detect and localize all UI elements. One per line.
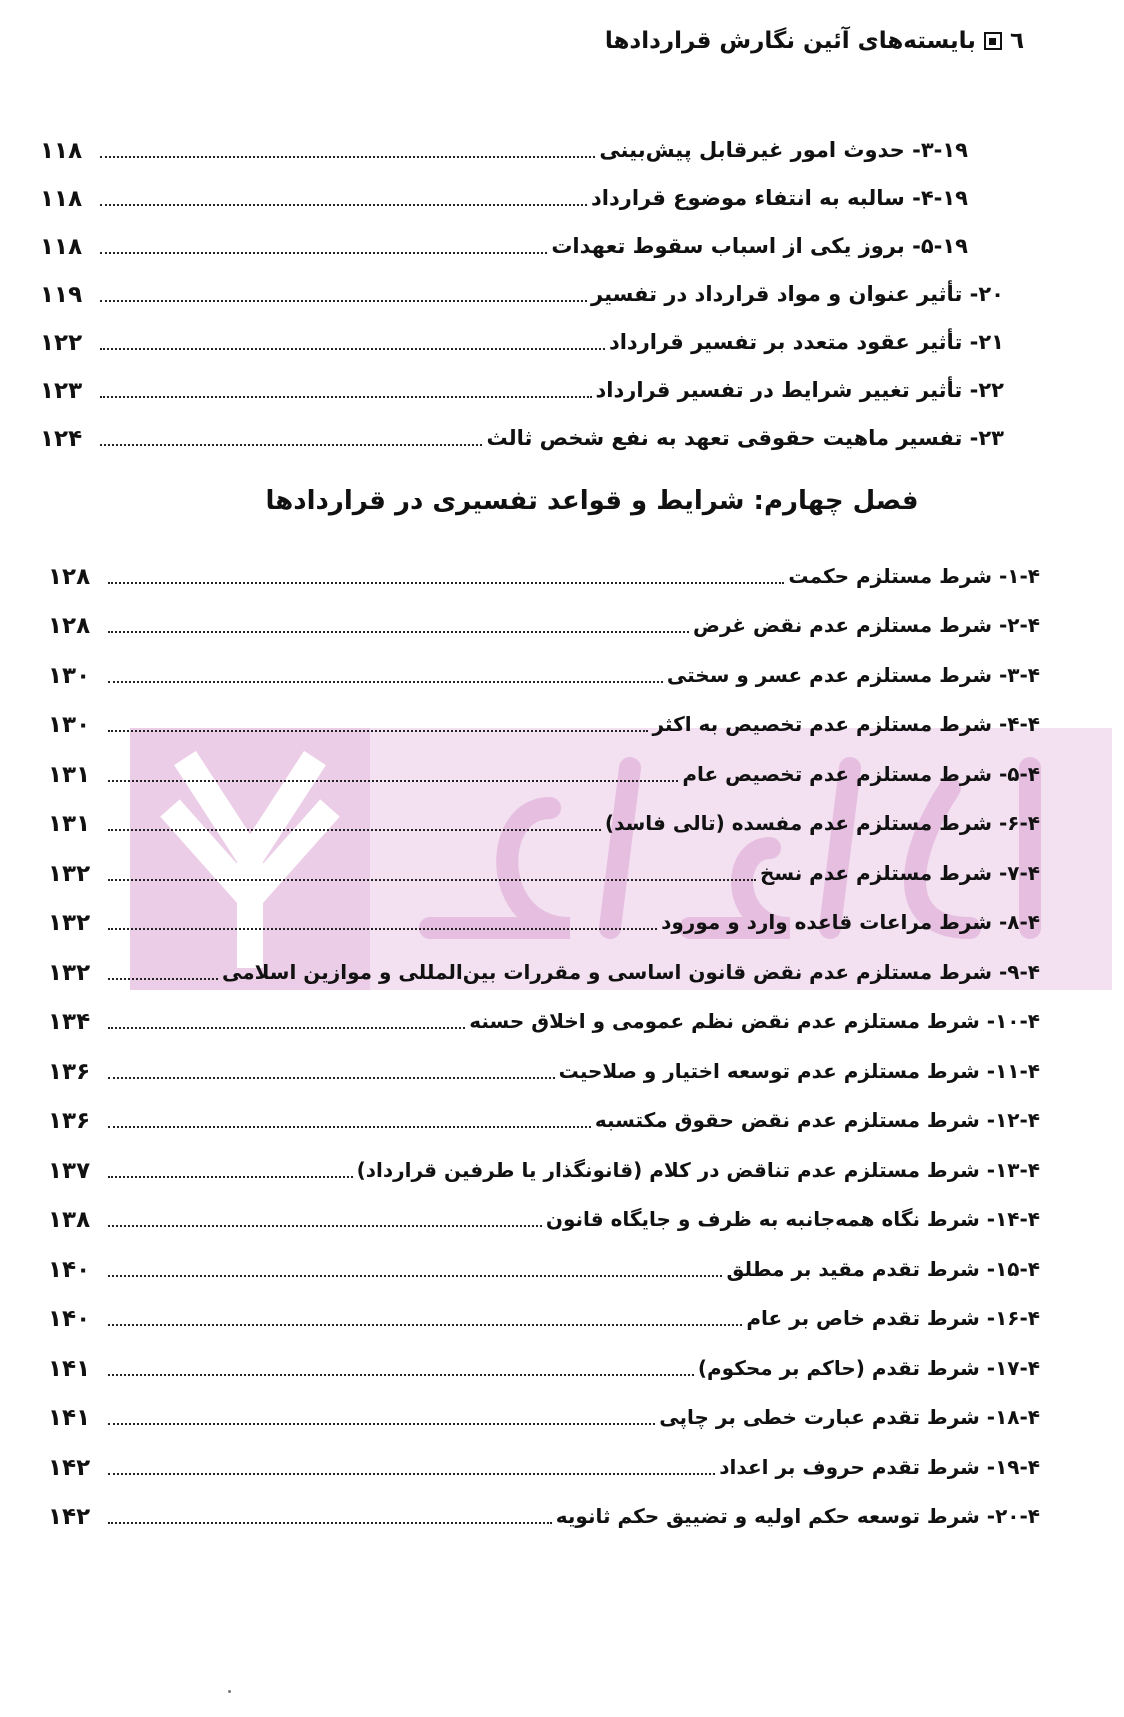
toc-entry-title: ۲۰- تأثیر عنوان و مواد قرارداد در تفسیر <box>591 281 1004 306</box>
toc-entry-page: ۱۱۹ <box>40 282 83 308</box>
dot-leader <box>108 631 689 633</box>
scan-speck <box>228 1690 231 1693</box>
dot-leader <box>100 444 482 446</box>
toc-entry[interactable] <box>48 1283 1040 1333</box>
dot-leader <box>108 1027 465 1029</box>
toc-entry-page: ۱۴۲ <box>48 1504 91 1530</box>
toc-entry-page: ۱۴۲ <box>48 1454 91 1481</box>
dot-leader <box>108 730 648 732</box>
dot-leader <box>108 1522 552 1524</box>
toc-entry-page: ۱۲۴ <box>40 426 83 452</box>
dot-leader <box>108 1473 715 1475</box>
toc-entry-title: ۱۰-۴- شرط مستلزم عدم نقض نظم عمومی و اخلاق حسنه <box>469 1009 1040 1033</box>
toc-entry[interactable] <box>48 639 1040 689</box>
toc-entry-title: ۲-۴- شرط مستلزم عدم نقض غرض <box>693 613 1040 637</box>
toc-entry-page: ۱۴۱ <box>48 1405 91 1431</box>
toc-entry[interactable] <box>48 887 1040 937</box>
dot-leader <box>108 928 657 930</box>
dot-leader <box>108 829 601 831</box>
toc-entry-title: ۴-۱۹- سالبه به انتفاء موضوع قرارداد <box>590 185 968 210</box>
toc-entry-title: ۲۳- تفسیر ماهیت حقوقی تعهد به نفع شخص ثالث <box>486 425 1004 450</box>
toc-entry-title: ۱۱-۴- شرط مستلزم عدم توسعه اختیار و صلاحیت <box>558 1058 1040 1083</box>
toc-entry-page: ۱۳۱ <box>48 811 91 837</box>
dot-leader <box>100 252 547 254</box>
toc-entry-title: ۱۲-۴- شرط مستلزم عدم نقض حقوق مکتسبه <box>594 1108 1040 1132</box>
toc-entry-page: ۱۴۰ <box>48 1306 91 1332</box>
toc-entry[interactable] <box>48 788 1040 838</box>
running-header <box>605 28 1024 54</box>
toc-entry-title: ۳-۴- شرط مستلزم عدم عسر و سختی <box>666 662 1040 687</box>
toc-entry-page: ۱۳۶ <box>48 1108 91 1134</box>
toc-entry-page: ۱۳۰ <box>48 712 91 738</box>
toc-chapter-4 <box>48 540 1040 1530</box>
toc-entry[interactable] <box>40 116 968 164</box>
toc-entry[interactable] <box>48 1332 1040 1382</box>
toc-entry[interactable] <box>40 212 968 260</box>
toc-entry[interactable] <box>48 1184 1040 1234</box>
toc-entry-page: ۱۳۴ <box>48 1009 91 1035</box>
toc-entry-title: ۱۸-۴- شرط تقدم عبارت خطی بر چاپی <box>659 1405 1040 1429</box>
toc-entry[interactable] <box>40 260 1004 308</box>
toc-entry-title: ۱۶-۴- شرط تقدم خاص بر عام <box>746 1306 1040 1330</box>
toc-entry[interactable] <box>48 986 1040 1036</box>
dot-leader <box>108 978 218 980</box>
dot-leader <box>100 156 595 158</box>
dot-leader <box>100 348 605 350</box>
toc-entry[interactable] <box>48 590 1040 640</box>
book-title: بایسته‌های آئین نگارش قراردادها <box>604 28 976 54</box>
dot-leader <box>108 1126 591 1128</box>
toc-entry-title: ۲۱- تأثیر عقود متعدد بر تفسیر قرارداد <box>608 329 1004 354</box>
dot-leader <box>108 582 784 584</box>
toc-entry[interactable] <box>40 404 1004 452</box>
square-bullet-icon <box>984 32 1002 50</box>
dot-leader <box>108 681 663 683</box>
toc-entry-title: ۱۵-۴- شرط تقدم مقید بر مطلق <box>726 1256 1040 1281</box>
toc-entry[interactable] <box>48 1233 1040 1283</box>
toc-entry-page: ۱۴۰ <box>48 1256 91 1283</box>
toc-entry-title: ۹-۴- شرط مستلزم عدم نقض قانون اساسی و مقررات بین‌المللی و موازین اسلامی <box>221 959 1040 984</box>
dot-leader <box>108 879 756 881</box>
toc-entry-title: ۸-۴- شرط مراعات قاعده وارد و مورود <box>661 910 1040 934</box>
toc-entry-page: ۱۱۸ <box>40 138 83 164</box>
toc-entry-page: ۱۱۸ <box>40 186 83 212</box>
toc-entry-title: ۷-۴- شرط مستلزم عدم نسخ <box>759 860 1040 885</box>
toc-entry-title: ۱۳-۴- شرط مستلزم عدم تناقض در کلام (قانونگذار یا طرفین قرارداد) <box>356 1157 1040 1182</box>
toc-entry[interactable] <box>48 738 1040 788</box>
dot-leader <box>100 396 592 398</box>
toc-entry-page: ۱۴۱ <box>48 1355 91 1382</box>
dot-leader <box>100 300 587 302</box>
toc-entry[interactable] <box>40 308 1004 356</box>
toc-entry-page: ۱۳۲ <box>48 860 91 887</box>
toc-entry-title: ۱۴-۴- شرط نگاه همه‌جانبه به ظرف و جایگاه قانون <box>545 1207 1040 1231</box>
toc-entry-title: ۱-۴- شرط مستلزم حکمت <box>788 563 1040 588</box>
toc-entry[interactable] <box>48 1481 1040 1531</box>
toc-entry-page: ۱۳۲ <box>48 959 91 986</box>
toc-entry-page: ۱۳۸ <box>48 1207 91 1233</box>
dot-leader <box>108 1374 694 1376</box>
toc-entry-title: ۶-۴- شرط مستلزم عدم مفسده (تالی فاسد) <box>604 811 1040 835</box>
toc-entry[interactable] <box>48 1431 1040 1481</box>
toc-entry[interactable] <box>40 356 1004 404</box>
toc-entry[interactable] <box>48 1134 1040 1184</box>
toc-entry-page: ۱۲۳ <box>40 378 83 404</box>
toc-entry-title: ۵-۱۹- بروز یکی از اسباب سقوط تعهدات <box>551 233 968 258</box>
toc-entry-page: ۱۲۸ <box>48 613 91 639</box>
toc-entry-page: ۱۳۶ <box>48 1058 91 1085</box>
toc-entry-page: ۱۳۲ <box>48 910 91 936</box>
toc-entry[interactable] <box>48 540 1040 590</box>
dot-leader <box>108 1176 353 1178</box>
toc-section-continued <box>40 116 1004 452</box>
dot-leader <box>108 1225 542 1227</box>
toc-entry-page: ۱۱۸ <box>40 234 83 260</box>
dot-leader <box>108 780 678 782</box>
toc-entry-title: ۳-۱۹- حدوث امور غیرقابل پیش‌بینی <box>599 137 968 162</box>
toc-entry-page: ۱۳۱ <box>48 761 91 788</box>
toc-entry-title: ۵-۴- شرط مستلزم عدم تخصیص عام <box>682 761 1040 786</box>
dot-leader <box>108 1423 655 1425</box>
toc-entry-title: ۱۷-۴- شرط تقدم (حاکم بر محکوم) <box>697 1355 1040 1380</box>
page-number: ٦ <box>1009 28 1024 54</box>
toc-entry-page: ۱۳۰ <box>48 662 91 689</box>
toc-entry-title: ۴-۴- شرط مستلزم عدم تخصیص به اکثر <box>652 712 1040 736</box>
toc-entry[interactable] <box>48 1035 1040 1085</box>
toc-entry-page: ۱۲۲ <box>40 330 83 356</box>
toc-entry[interactable] <box>48 689 1040 739</box>
toc-entry[interactable] <box>48 1382 1040 1432</box>
toc-entry[interactable] <box>48 837 1040 887</box>
toc-entry[interactable] <box>40 164 968 212</box>
toc-entry[interactable] <box>48 936 1040 986</box>
dot-leader <box>108 1275 722 1277</box>
toc-entry-page: ۱۳۷ <box>48 1157 91 1184</box>
chapter-heading: فصل چهارم: شرایط و قواعد تفسیری در قراردادها <box>265 486 919 516</box>
dot-leader <box>100 204 587 206</box>
dot-leader <box>108 1077 555 1079</box>
toc-entry-title: ۱۹-۴- شرط تقدم حروف بر اعداد <box>719 1454 1040 1479</box>
toc-entry-title: ۲۰-۴- شرط توسعه حکم اولیه و تضییق حکم ثانویه <box>555 1504 1040 1528</box>
toc-entry-page: ۱۲۸ <box>48 563 91 590</box>
dot-leader <box>108 1324 742 1326</box>
toc-entry[interactable] <box>48 1085 1040 1135</box>
toc-entry-title: ۲۲- تأثیر تغییر شرایط در تفسیر قرارداد <box>595 377 1004 402</box>
